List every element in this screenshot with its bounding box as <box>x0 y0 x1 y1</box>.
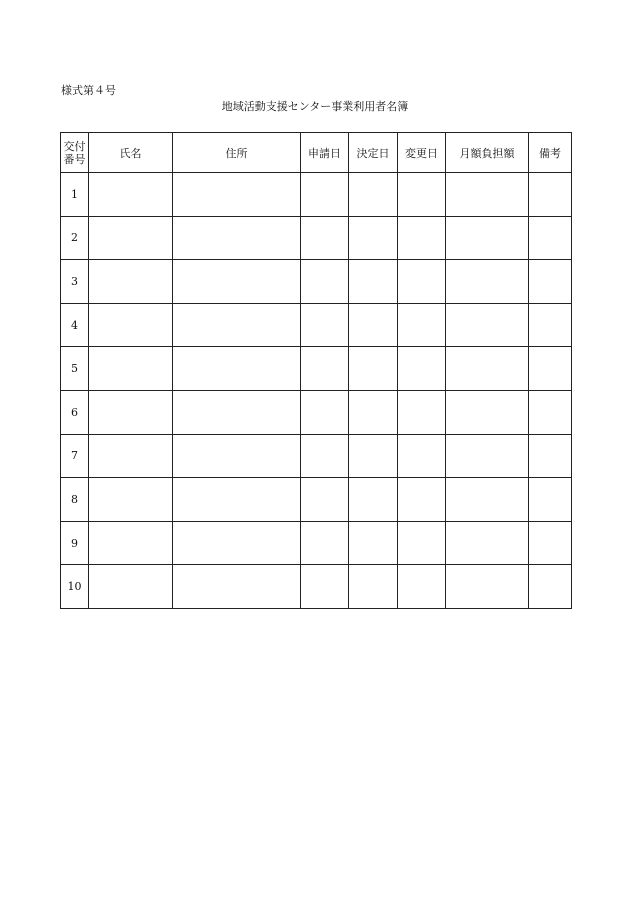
remarks-cell[interactable] <box>529 260 572 304</box>
decision-date-cell[interactable] <box>349 303 398 347</box>
application-date-cell[interactable] <box>301 173 349 217</box>
application-date-cell[interactable] <box>301 565 349 609</box>
address-cell[interactable] <box>173 565 301 609</box>
decision-date-cell[interactable] <box>349 434 398 478</box>
decision-date-cell[interactable] <box>349 478 398 522</box>
name-cell[interactable] <box>89 478 173 522</box>
remarks-cell[interactable] <box>529 347 572 391</box>
row-number-cell: 8 <box>61 478 89 522</box>
row-number-cell: 9 <box>61 521 89 565</box>
remarks-cell[interactable] <box>529 521 572 565</box>
remarks-cell[interactable] <box>529 303 572 347</box>
application-date-cell[interactable] <box>301 434 349 478</box>
name-cell[interactable] <box>89 347 173 391</box>
monthly-charge-cell[interactable] <box>446 347 529 391</box>
decision-date-cell[interactable] <box>349 216 398 260</box>
name-cell[interactable] <box>89 390 173 434</box>
decision-date-cell[interactable] <box>349 260 398 304</box>
table-row <box>61 303 572 347</box>
header-change-date: 変更日 <box>398 133 446 173</box>
remarks-cell[interactable] <box>529 216 572 260</box>
table-row <box>61 565 572 609</box>
application-date-cell[interactable] <box>301 303 349 347</box>
address-cell[interactable] <box>173 347 301 391</box>
decision-date-cell[interactable] <box>349 390 398 434</box>
row-number-cell: 10 <box>61 565 89 609</box>
application-date-cell[interactable] <box>301 478 349 522</box>
name-cell[interactable] <box>89 565 173 609</box>
name-cell[interactable] <box>89 173 173 217</box>
header-remarks: 備考 <box>529 133 572 173</box>
table-row <box>61 390 572 434</box>
monthly-charge-cell[interactable] <box>446 521 529 565</box>
row-number-cell: 1 <box>61 173 89 217</box>
header-monthly-charge: 月額負担額 <box>446 133 529 173</box>
row-number-cell: 2 <box>61 216 89 260</box>
name-cell[interactable] <box>89 434 173 478</box>
table-row <box>61 347 572 391</box>
header-name: 氏名 <box>89 133 173 173</box>
change-date-cell[interactable] <box>398 347 446 391</box>
table-row <box>61 216 572 260</box>
change-date-cell[interactable] <box>398 478 446 522</box>
row-number-cell: 6 <box>61 390 89 434</box>
change-date-cell[interactable] <box>398 173 446 217</box>
monthly-charge-cell[interactable] <box>446 260 529 304</box>
document-title: 地域活動支援センター事業利用者名簿 <box>221 100 409 113</box>
table-row <box>61 478 572 522</box>
application-date-cell[interactable] <box>301 347 349 391</box>
table-header-row <box>61 133 572 173</box>
table-row <box>61 260 572 304</box>
application-date-cell[interactable] <box>301 260 349 304</box>
name-cell[interactable] <box>89 216 173 260</box>
change-date-cell[interactable] <box>398 565 446 609</box>
row-number-cell: 4 <box>61 303 89 347</box>
change-date-cell[interactable] <box>398 390 446 434</box>
header-application-date: 申請日 <box>301 133 349 173</box>
monthly-charge-cell[interactable] <box>446 390 529 434</box>
remarks-cell[interactable] <box>529 390 572 434</box>
name-cell[interactable] <box>89 303 173 347</box>
header-issue-number-line1: 交付 <box>63 139 86 153</box>
table-row <box>61 434 572 478</box>
name-cell[interactable] <box>89 521 173 565</box>
address-cell[interactable] <box>173 478 301 522</box>
address-cell[interactable] <box>173 303 301 347</box>
table-row <box>61 173 572 217</box>
monthly-charge-cell[interactable] <box>446 434 529 478</box>
address-cell[interactable] <box>173 390 301 434</box>
change-date-cell[interactable] <box>398 260 446 304</box>
address-cell[interactable] <box>173 260 301 304</box>
user-register-table <box>60 132 572 609</box>
decision-date-cell[interactable] <box>349 565 398 609</box>
remarks-cell[interactable] <box>529 565 572 609</box>
row-number-cell: 3 <box>61 260 89 304</box>
header-issue-number <box>61 133 89 173</box>
header-address: 住所 <box>173 133 301 173</box>
monthly-charge-cell[interactable] <box>446 303 529 347</box>
change-date-cell[interactable] <box>398 434 446 478</box>
row-number-cell: 5 <box>61 347 89 391</box>
address-cell[interactable] <box>173 521 301 565</box>
change-date-cell[interactable] <box>398 216 446 260</box>
address-cell[interactable] <box>173 434 301 478</box>
table-row <box>61 521 572 565</box>
form-number: 様式第４号 <box>61 84 116 97</box>
header-issue-number-line2: 番号 <box>63 152 86 166</box>
decision-date-cell[interactable] <box>349 173 398 217</box>
remarks-cell[interactable] <box>529 478 572 522</box>
change-date-cell[interactable] <box>398 521 446 565</box>
table-body <box>61 173 572 609</box>
decision-date-cell[interactable] <box>349 347 398 391</box>
name-cell[interactable] <box>89 260 173 304</box>
monthly-charge-cell[interactable] <box>446 173 529 217</box>
row-number-cell: 7 <box>61 434 89 478</box>
application-date-cell[interactable] <box>301 521 349 565</box>
decision-date-cell[interactable] <box>349 521 398 565</box>
change-date-cell[interactable] <box>398 303 446 347</box>
address-cell[interactable] <box>173 216 301 260</box>
application-date-cell[interactable] <box>301 216 349 260</box>
monthly-charge-cell[interactable] <box>446 565 529 609</box>
remarks-cell[interactable] <box>529 173 572 217</box>
header-decision-date: 決定日 <box>349 133 398 173</box>
remarks-cell[interactable] <box>529 434 572 478</box>
monthly-charge-cell[interactable] <box>446 216 529 260</box>
monthly-charge-cell[interactable] <box>446 478 529 522</box>
address-cell[interactable] <box>173 173 301 217</box>
application-date-cell[interactable] <box>301 390 349 434</box>
